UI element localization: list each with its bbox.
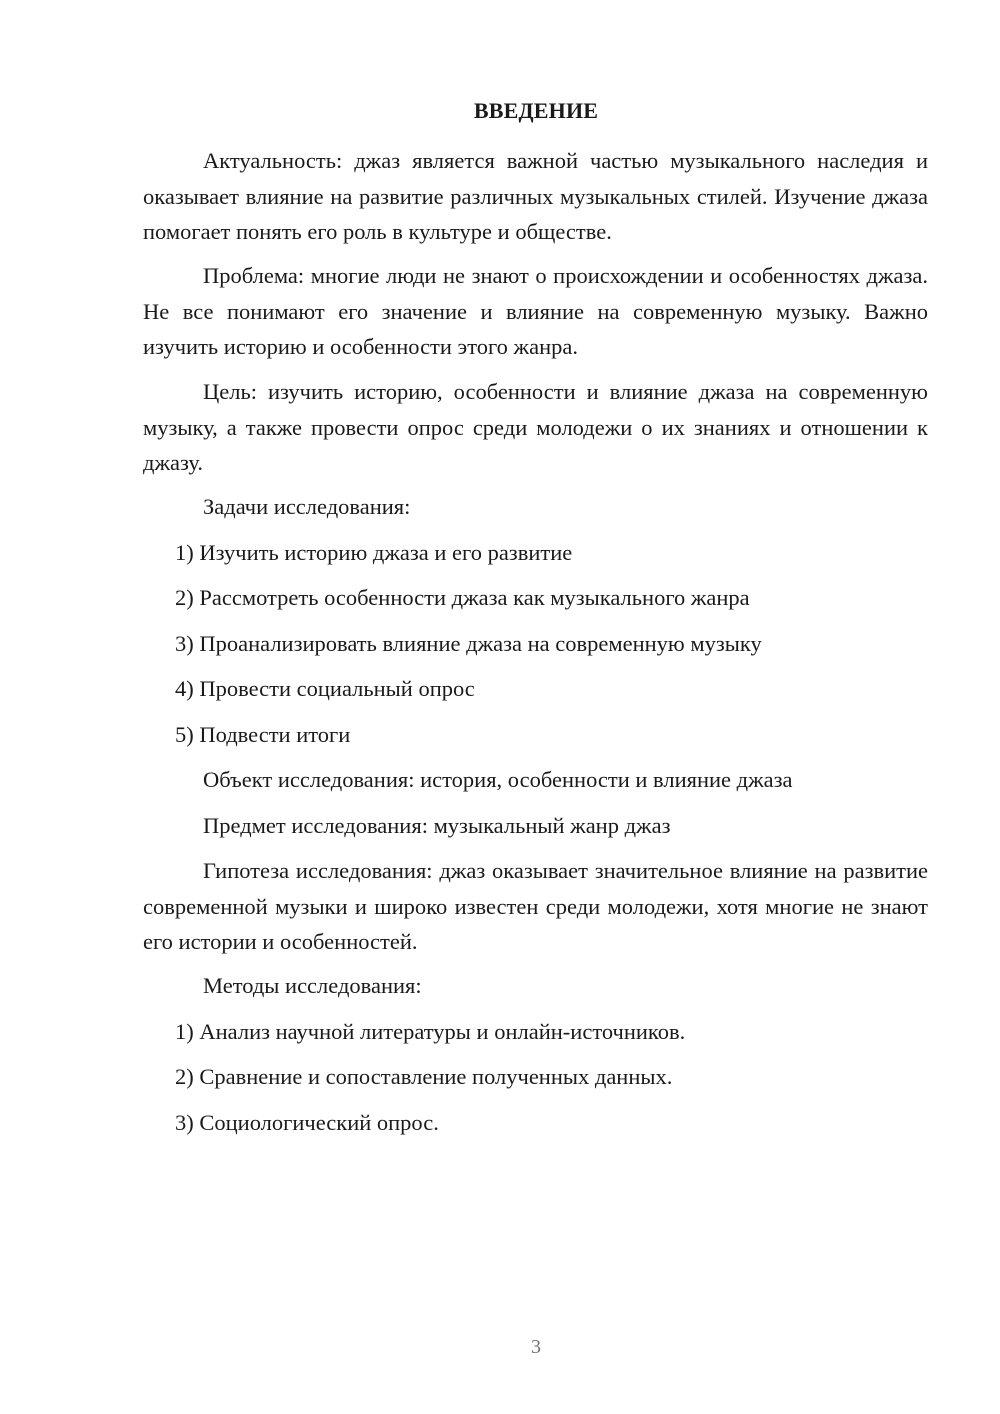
methods-heading-text: Методы исследования:: [203, 973, 422, 998]
goal-paragraph: [143, 374, 928, 481]
page-title: ВВЕДЕНИЕ: [473, 98, 599, 123]
page-number: 3: [531, 1336, 541, 1358]
object-text: Объект исследования: история, особенности и влияние джаза: [203, 767, 793, 792]
tasks-heading-text: Задачи исследования:: [203, 494, 411, 519]
subject-text: Предмет исследования: музыкальный жанр джаз: [203, 813, 671, 838]
task-item-4: 4) Провести социальный опрос: [175, 676, 475, 701]
problem-text: Проблема: многие люди не знают о происхождении и особенностях джаза. Не все понимают его значение и влияние на современную музыку. Важно изучить историю и особенности этого жанра.: [143, 263, 928, 359]
subject-line: [143, 808, 928, 844]
object-line: [143, 762, 928, 798]
tasks-list-item: [143, 626, 928, 662]
methods-list-item: [143, 1014, 928, 1050]
methods-list-item: [143, 1059, 928, 1095]
methods-heading: [143, 968, 928, 1004]
method-item-2: 2) Сравнение и сопоставление полученных данных.: [175, 1064, 673, 1089]
hypothesis-paragraph: [143, 853, 928, 960]
tasks-list-item: [143, 580, 928, 616]
relevance-paragraph: [143, 143, 928, 250]
goal-text: Цель: изучить историю, особенности и влияние джаза на современную музыку, а также провести опрос среди молодежи о их знаниях и отношении к джазу.: [143, 379, 928, 475]
task-item-5: 5) Подвести итоги: [175, 722, 351, 747]
tasks-heading: [143, 489, 928, 525]
tasks-list-item: [143, 671, 928, 707]
task-item-1: 1) Изучить историю джаза и его развитие: [175, 540, 573, 565]
method-item-3: 3) Социологический опрос.: [175, 1110, 439, 1135]
methods-list-item: [143, 1105, 928, 1141]
tasks-list-item: [143, 535, 928, 571]
task-item-2: 2) Рассмотреть особенности джаза как музыкального жанра: [175, 585, 750, 610]
method-item-1: 1) Анализ научной литературы и онлайн-источников.: [175, 1019, 686, 1044]
relevance-text: Актуальность: джаз является важной частью музыкального наследия и оказывает влияние на развитие различных музыкальных стилей. Изучение джаза помогает понять его роль в культуре и обществе.: [143, 148, 928, 244]
problem-paragraph: [143, 258, 928, 365]
task-item-3: 3) Проанализировать влияние джаза на современную музыку: [175, 631, 762, 656]
tasks-list-item: [143, 717, 928, 753]
hypothesis-text: Гипотеза исследования: джаз оказывает значительное влияние на развитие современной музыки и широко известен среди молодежи, хотя многие не знают его истории и особенностей.: [143, 858, 928, 954]
